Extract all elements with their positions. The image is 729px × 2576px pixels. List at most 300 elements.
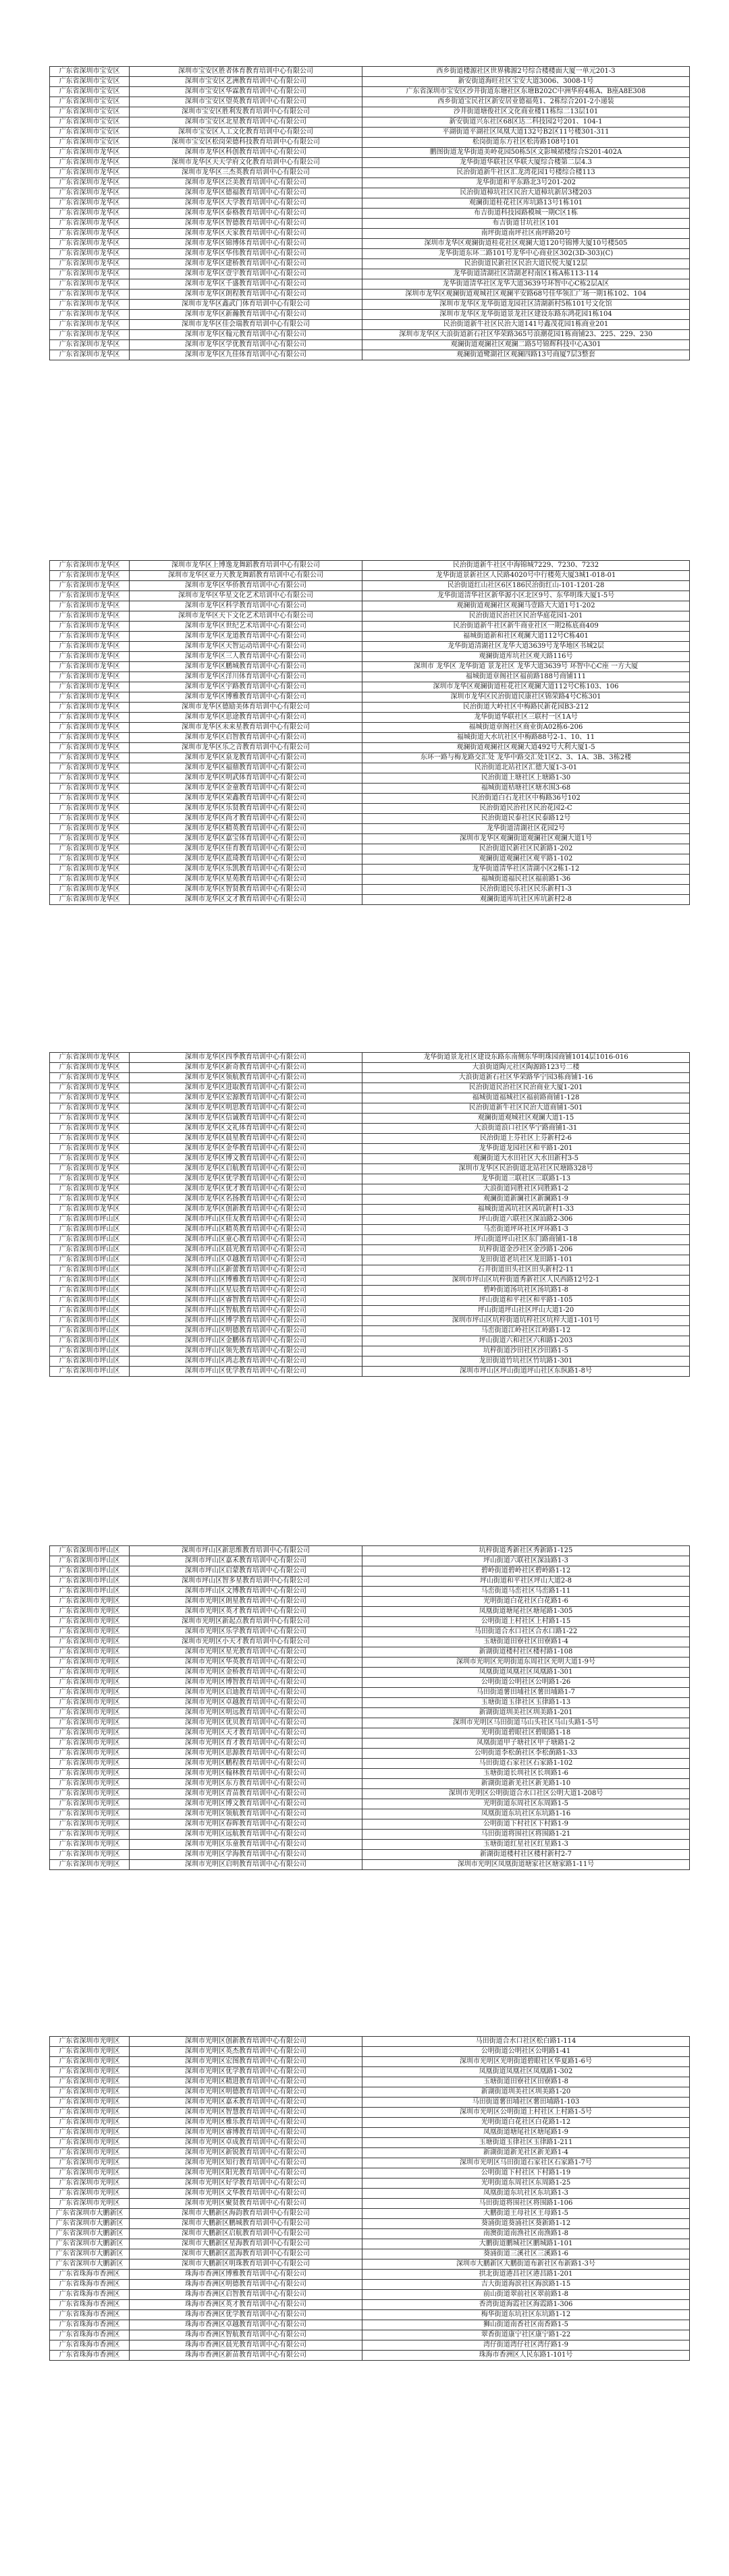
- organization-cell: 深圳市龙华区华伟教育培训中心有限公司: [130, 249, 362, 259]
- table-row: [50, 2138, 690, 2148]
- region-cell: 广东省深圳市光明区: [50, 1840, 130, 1850]
- table-row: [50, 279, 690, 290]
- organization-cell: 深圳市宝安区胜者体育教育培训中心有限公司: [130, 67, 362, 77]
- table-row: [50, 97, 690, 107]
- address-cell: 观澜街道鹭湖社区观澜四路13号商厦7层3整套: [362, 350, 690, 360]
- organization-cell: 深圳市光明区聚贤教育培训中心有限公司: [130, 2199, 362, 2209]
- organization-cell: 深圳市光明区星光教育培训中心有限公司: [130, 1647, 362, 1657]
- region-cell: 广东省深圳市龙华区: [50, 672, 130, 682]
- region-cell: 广东省深圳市宝安区: [50, 87, 130, 97]
- organization-cell: 深圳市光明区博智教育培训中心有限公司: [130, 1678, 362, 1688]
- address-cell: 坪山街道和平社区坪山大道2-8: [362, 1577, 690, 1587]
- region-cell: 广东省深圳市宝安区: [50, 117, 130, 128]
- organization-cell: 珠海市香洲区优学教育培训中心有限公司: [130, 2310, 362, 2320]
- table-row: [50, 2239, 690, 2249]
- table-row: [50, 290, 690, 300]
- organization-cell: 珠海市香洲区新苗教育培训中心有限公司: [130, 2351, 362, 2361]
- region-cell: 广东省深圳市龙华区: [50, 1144, 130, 1154]
- table-row: [50, 1819, 690, 1830]
- address-cell: 大鹏街道王母社区王母路1-5: [362, 2209, 690, 2219]
- table-row: [50, 2229, 690, 2239]
- region-cell: 广东省深圳市龙华区: [50, 259, 130, 269]
- address-cell: 民治街道民新社区民新路1-202: [362, 844, 690, 854]
- address-cell: 新湖街道楼村社区楼村新村2-7: [362, 1850, 690, 1860]
- table-row: [50, 622, 690, 632]
- table-row: [50, 713, 690, 723]
- address-cell: 坪山街道六联社区深汕路2-306: [362, 1215, 690, 1225]
- organization-cell: 深圳市龙华区建桥教育培训中心有限公司: [130, 259, 362, 269]
- region-cell: 广东省深圳市龙华区: [50, 581, 130, 591]
- organization-cell: 珠海市香洲区英才教育培训中心有限公司: [130, 2300, 362, 2310]
- table-row: [50, 107, 690, 117]
- region-cell: 广东省珠海市香洲区: [50, 2270, 130, 2280]
- address-cell: 光明街道白花社区白花路1-6: [362, 1597, 690, 1607]
- address-cell: 深圳市龙华区观澜街道桂花社区观澜大道120号锦博大厦10号楼505: [362, 239, 690, 249]
- address-cell: 观澜街道观澜社区观平路1-102: [362, 854, 690, 865]
- organization-cell: 深圳市龙华区翰元教育培训中心有限公司: [130, 330, 362, 340]
- address-cell: 龙华街道清华社区清湖小区2栋1-12: [362, 865, 690, 875]
- region-cell: 广东省深圳市龙华区: [50, 158, 130, 168]
- table-row: [50, 1083, 690, 1093]
- organization-cell: 深圳市光明区乐童教育培训中心有限公司: [130, 1840, 362, 1850]
- address-cell: 民治街道北站社区汇德大厦1-3-01: [362, 763, 690, 773]
- address-cell: 松岗街道东方社区松涛路108号101: [362, 138, 690, 148]
- address-cell: 狮山街道南香社区南香路1-5: [362, 2320, 690, 2330]
- region-cell: 广东省深圳市光明区: [50, 1799, 130, 1809]
- organization-cell: 深圳市大鹏新区海韵教育培训中心有限公司: [130, 2209, 362, 2219]
- address-cell: 玉塘街道红星社区红星路1-3: [362, 1840, 690, 1850]
- organization-cell: 深圳市坪山区佳友教育培训中心有限公司: [130, 1215, 362, 1225]
- address-cell: 龙华街道三联社区三联路1-13: [362, 1174, 690, 1184]
- region-cell: 广东省深圳市龙华区: [50, 642, 130, 652]
- organization-cell: 深圳市坪山区博雅教育培训中心有限公司: [130, 1276, 362, 1286]
- organization-cell: 深圳市龙华区天天学府文化教育培训中心有限公司: [130, 158, 362, 168]
- address-cell: 吉大街道海滨社区海滨路1-15: [362, 2280, 690, 2290]
- table-row: [50, 824, 690, 834]
- region-cell: 广东省深圳市龙华区: [50, 591, 130, 601]
- organization-cell: 深圳市龙华区荣鑫教育培训中心有限公司: [130, 794, 362, 804]
- region-cell: 广东省深圳市光明区: [50, 1850, 130, 1860]
- table-row: [50, 1326, 690, 1336]
- region-cell: 广东省深圳市光明区: [50, 1759, 130, 1769]
- table-row: [50, 834, 690, 844]
- organization-cell: 珠海市香洲区卓越教育培训中心有限公司: [130, 2320, 362, 2330]
- table-row: [50, 2108, 690, 2118]
- organization-cell: 深圳市光明区远航教育培训中心有限公司: [130, 1830, 362, 1840]
- region-cell: 广东省深圳市光明区: [50, 1597, 130, 1607]
- region-cell: 广东省深圳市龙华区: [50, 148, 130, 158]
- table-row: [50, 1225, 690, 1235]
- organization-cell: 深圳市光明区阳光教育培训中心有限公司: [130, 2168, 362, 2178]
- organization-cell: 深圳市龙华区信诚教育培训中心有限公司: [130, 1114, 362, 1124]
- region-cell: 广东省深圳市光明区: [50, 1668, 130, 1678]
- organization-cell: 深圳市龙华区福鼎教育培训中心有限公司: [130, 763, 362, 773]
- table-row: [50, 1698, 690, 1708]
- region-cell: 广东省珠海市香洲区: [50, 2310, 130, 2320]
- organization-cell: 深圳市光明区小天才教育培训中心有限公司: [130, 1637, 362, 1647]
- region-cell: 广东省深圳市光明区: [50, 2077, 130, 2087]
- address-cell: 玉塘街道田寮社区田寮路1-8: [362, 2077, 690, 2087]
- region-cell: 广东省深圳市龙华区: [50, 300, 130, 310]
- table-row: [50, 632, 690, 642]
- address-cell: 前山街道翠前社区翠前路1-8: [362, 2290, 690, 2300]
- organization-cell: 深圳市光明区乐学教育培训中心有限公司: [130, 1627, 362, 1637]
- organization-cell: 深圳市大鹏新区启航教育培训中心有限公司: [130, 2229, 362, 2239]
- table-row: [50, 1688, 690, 1698]
- address-cell: 新安街道兴东社区68区达二科技园2号201、104-1: [362, 117, 690, 128]
- address-cell: 龙华街道龙园社区和平路1-201: [362, 1144, 690, 1154]
- region-cell: 广东省深圳市龙华区: [50, 1114, 130, 1124]
- address-cell: 观澜街道观澜社区观澜大道492号大利大厦1-5: [362, 743, 690, 753]
- organization-cell: 深圳市龙华区天家教育培训中心有限公司: [130, 229, 362, 239]
- region-cell: 广东省深圳市龙华区: [50, 875, 130, 885]
- address-cell: 凤凰街道凤凰社区凤凰路1-302: [362, 2067, 690, 2077]
- address-cell: 凤凰街道甲子塘社区甲子塘路1-2: [362, 1738, 690, 1749]
- region-cell: 广东省深圳市光明区: [50, 1769, 130, 1779]
- organization-cell: 深圳市龙华区泉龙教育培训中心有限公司: [130, 753, 362, 763]
- table-row: [50, 1738, 690, 1749]
- address-cell: 深圳市龙华区观澜街道桂花社区观澜大道112号C栋103、106: [362, 682, 690, 692]
- address-cell: 新湖街道圳美社区圳美路1-20: [362, 2087, 690, 2098]
- region-cell: 广东省深圳市龙华区: [50, 804, 130, 814]
- table-row: [50, 854, 690, 865]
- address-cell: 新湖街道楼村社区楼村路1-108: [362, 1647, 690, 1657]
- table-row: [50, 1235, 690, 1245]
- address-cell: 深圳市龙华区民治街道民康社区锦荣路4号C栋301: [362, 692, 690, 703]
- organization-cell: 深圳市龙华区华星文化艺术培训中心有限公司: [130, 591, 362, 601]
- organization-cell: 深圳市宝安区望英教育培训中心有限公司: [130, 97, 362, 107]
- address-cell: 深圳市光明区马田街道马山头社区马山头路1-5号: [362, 1718, 690, 1728]
- organization-cell: 深圳市宝安区人工文化教育培训中心有限公司: [130, 128, 362, 138]
- region-cell: 广东省深圳市光明区: [50, 1617, 130, 1627]
- table-row: [50, 249, 690, 259]
- region-cell: 广东省深圳市龙华区: [50, 652, 130, 662]
- table-row: [50, 2098, 690, 2108]
- address-cell: 民治街道樟坑社区民治大道樟坑新居3楼203: [362, 188, 690, 198]
- address-cell: 观澜街道桂花社区库坑路13号1栋101: [362, 198, 690, 209]
- organization-cell: 深圳市龙华区四季教育培训中心有限公司: [130, 1053, 362, 1063]
- table-row: [50, 1728, 690, 1738]
- address-cell: 观澜街道观城社区观澜大道1-15: [362, 1114, 690, 1124]
- table-row: [50, 1840, 690, 1850]
- table-row: [50, 662, 690, 672]
- organization-cell: 深圳市龙华区明思教育培训中心有限公司: [130, 1103, 362, 1114]
- table-row: [50, 2158, 690, 2168]
- address-cell: 观澜街道新澜社区新澜路1-9: [362, 1195, 690, 1205]
- organization-cell: 深圳市龙华区文礼体育培训中心有限公司: [130, 1124, 362, 1134]
- organization-cell: 深圳市龙华区大学教育培训中心有限公司: [130, 198, 362, 209]
- address-cell: 坑梓街道金沙社区金沙路1-206: [362, 1245, 690, 1255]
- address-cell: 玉塘街道玉律社区玉律路1-211: [362, 2138, 690, 2148]
- region-cell: 广东省深圳市龙华区: [50, 1134, 130, 1144]
- region-cell: 广东省深圳市龙华区: [50, 723, 130, 733]
- address-cell: 龙华街道东环二路101号龙华中心商业区302(3D-303)(C): [362, 249, 690, 259]
- table-row: [50, 1134, 690, 1144]
- org-table-5: [49, 2036, 690, 2361]
- org-table-2: [49, 560, 690, 905]
- organization-cell: 深圳市龙华区文才教育培训中心有限公司: [130, 895, 362, 905]
- address-cell: 民治街道新牛社区新牛商业社区一期2栋底商409: [362, 622, 690, 632]
- table-row: [50, 773, 690, 784]
- region-cell: 广东省深圳市龙华区: [50, 198, 130, 209]
- table-row: [50, 1830, 690, 1840]
- organization-cell: 深圳市坪山区智多星教育培训中心有限公司: [130, 1577, 362, 1587]
- table-row: [50, 1708, 690, 1718]
- table-row: [50, 1255, 690, 1265]
- organization-cell: 深圳市坪山区星辰教育培训中心有限公司: [130, 1286, 362, 1296]
- table-row: [50, 2270, 690, 2280]
- organization-cell: 深圳市龙华区蓝琦教育培训中心有限公司: [130, 854, 362, 865]
- address-cell: 大浪街道陶元社区陶源路123号二楼: [362, 1063, 690, 1073]
- organization-cell: 深圳市光明区明德教育培训中心有限公司: [130, 2087, 362, 2098]
- address-cell: 福城街道福城社区福前路商铺1-128: [362, 1093, 690, 1103]
- address-cell: 南澳街道南渔社区南渔路1-8: [362, 2229, 690, 2239]
- address-cell: 凤凰街道凤凰社区凤凰路1-301: [362, 1668, 690, 1678]
- table-row: [50, 571, 690, 581]
- address-cell: 民治街道新牛社区民治大道商铺1-501: [362, 1103, 690, 1114]
- organization-cell: 深圳市龙华区佳育教育培训中心有限公司: [130, 844, 362, 854]
- organization-cell: 深圳市坪山区嘉禾教育培训中心有限公司: [130, 1556, 362, 1566]
- organization-cell: 深圳市光明区嘉禾教育培训中心有限公司: [130, 2098, 362, 2108]
- table-row: [50, 148, 690, 158]
- address-cell: 深圳市龙华区大浪街道新石社区华荣路365号浪潮花园1栋商铺23、225、229、230: [362, 330, 690, 340]
- region-cell: 广东省深圳市光明区: [50, 1627, 130, 1637]
- address-cell: 马田街道石家社区石家路1-102: [362, 1759, 690, 1769]
- address-cell: 公明街道公明社区公明路1-26: [362, 1678, 690, 1688]
- region-cell: 广东省深圳市光明区: [50, 1738, 130, 1749]
- organization-cell: 深圳市坪山区智航教育培训中心有限公司: [130, 1306, 362, 1316]
- table-row: [50, 330, 690, 340]
- table-row: [50, 1144, 690, 1154]
- table-row: [50, 1556, 690, 1566]
- organization-cell: 深圳市光明区朗星教育培训中心有限公司: [130, 1597, 362, 1607]
- organization-cell: 深圳市光明区知行教育培训中心有限公司: [130, 2158, 362, 2168]
- address-cell: 民治街道上塘社区上塘路1-30: [362, 773, 690, 784]
- region-cell: 广东省深圳市光明区: [50, 2118, 130, 2128]
- organization-cell: 深圳市光明区优学教育培训中心有限公司: [130, 2067, 362, 2077]
- organization-cell: 深圳市坪山区启蒙教育培训中心有限公司: [130, 1566, 362, 1577]
- region-cell: 广东省深圳市坪山区: [50, 1566, 130, 1577]
- organization-cell: 深圳市龙华区德福教育培训中心有限公司: [130, 188, 362, 198]
- organization-cell: 深圳市龙华区泛美教育培训中心有限公司: [130, 178, 362, 188]
- table-row: [50, 601, 690, 611]
- table-row: [50, 229, 690, 239]
- organization-cell: 深圳市龙华区乐凯教育培训中心有限公司: [130, 865, 362, 875]
- region-cell: 广东省深圳市龙华区: [50, 713, 130, 723]
- region-cell: 广东省深圳市光明区: [50, 2057, 130, 2067]
- table-row: [50, 117, 690, 128]
- table-row: [50, 1093, 690, 1103]
- table-row: [50, 2037, 690, 2047]
- address-cell: 公明街道公明社区公明路1-41: [362, 2047, 690, 2057]
- organization-cell: 深圳市光明区青苗教育培训中心有限公司: [130, 1789, 362, 1799]
- region-cell: 广东省深圳市龙华区: [50, 1073, 130, 1083]
- region-cell: 广东省深圳市宝安区: [50, 77, 130, 87]
- organization-cell: 深圳市龙华区华侨教育培训中心有限公司: [130, 581, 362, 591]
- address-cell: 翠香街道康宁社区康宁路1-22: [362, 2330, 690, 2340]
- organization-cell: 深圳市龙华区新奇教育培训中心有限公司: [130, 1063, 362, 1073]
- address-cell: 光明街道东周社区东周路1-25: [362, 2178, 690, 2189]
- organization-cell: 深圳市光明区鹏程教育培训中心有限公司: [130, 1759, 362, 1769]
- organization-cell: 深圳市龙华区九佳体育培训中心有限公司: [130, 350, 362, 360]
- table-row: [50, 2178, 690, 2189]
- address-cell: 福城街道章阁社区福前路188号商铺111: [362, 672, 690, 682]
- organization-cell: 深圳市光明区领航教育培训中心有限公司: [130, 1809, 362, 1819]
- organization-cell: 深圳市光明区优贝教育培训中心有限公司: [130, 1718, 362, 1728]
- table-row: [50, 1195, 690, 1205]
- region-cell: 广东省深圳市龙华区: [50, 662, 130, 672]
- organization-cell: 深圳市龙华区世纪艺术培训中心有限公司: [130, 622, 362, 632]
- address-cell: 福城街道茜坑社区茜坑新村1-33: [362, 1205, 690, 1215]
- table-row: [50, 1860, 690, 1870]
- address-cell: 龙华街道清华社区新华源小区北区9号、东华明珠大厦1-5号: [362, 591, 690, 601]
- region-cell: 广东省深圳市光明区: [50, 2178, 130, 2189]
- address-cell: 沙井街道塘俊社区文化商业楼11栋综二13层101: [362, 107, 690, 117]
- address-cell: 碧岭街道汤坑社区汤坑路1-8: [362, 1286, 690, 1296]
- table-row: [50, 67, 690, 77]
- table-row: [50, 885, 690, 895]
- region-cell: 广东省深圳市光明区: [50, 1749, 130, 1759]
- region-cell: 广东省深圳市光明区: [50, 2037, 130, 2047]
- region-cell: 广东省深圳市龙华区: [50, 1164, 130, 1174]
- address-cell: 玉塘街道玉律社区玉律路1-13: [362, 1698, 690, 1708]
- organization-cell: 深圳市光明区育才教育培训中心有限公司: [130, 1738, 362, 1749]
- region-cell: 广东省深圳市大鹏新区: [50, 2249, 130, 2259]
- table-row: [50, 2118, 690, 2128]
- address-cell: 布吉街道甘坑社区101: [362, 219, 690, 229]
- organization-cell: 深圳市大鹏新区鹏城教育培训中心有限公司: [130, 2219, 362, 2229]
- region-cell: 广东省深圳市光明区: [50, 2158, 130, 2168]
- organization-cell: 深圳市大鹏新区蓝海教育培训中心有限公司: [130, 2249, 362, 2259]
- region-cell: 广东省深圳市龙华区: [50, 561, 130, 571]
- organization-cell: 深圳市大鹏新区明珠教育培训中心有限公司: [130, 2259, 362, 2270]
- region-cell: 广东省深圳市龙华区: [50, 340, 130, 350]
- organization-cell: 深圳市龙华区三杰英教育培训中心有限公司: [130, 168, 362, 178]
- table-row: [50, 1184, 690, 1195]
- address-cell: 马田街道将围社区将围路1-21: [362, 1830, 690, 1840]
- region-cell: 广东省深圳市光明区: [50, 1637, 130, 1647]
- region-cell: 广东省深圳市坪山区: [50, 1296, 130, 1306]
- region-cell: 广东省深圳市龙华区: [50, 622, 130, 632]
- region-cell: 广东省珠海市香洲区: [50, 2320, 130, 2330]
- organization-cell: 深圳市龙华区博文教育培训中心有限公司: [130, 1154, 362, 1164]
- table-row: [50, 1850, 690, 1860]
- region-cell: 广东省深圳市龙华区: [50, 824, 130, 834]
- address-cell: 龙华街道清湖社区花园2号: [362, 824, 690, 834]
- region-cell: 广东省深圳市光明区: [50, 1657, 130, 1668]
- table-row: [50, 642, 690, 652]
- region-cell: 广东省深圳市大鹏新区: [50, 2229, 130, 2239]
- region-cell: 广东省深圳市龙华区: [50, 1205, 130, 1215]
- address-cell: 坪山街道坪山社区坪山大道1-20: [362, 1306, 690, 1316]
- address-cell: 龙华街道华联社区三联村一区1A号: [362, 713, 690, 723]
- address-cell: 珠海市香洲区人民东路1-101号: [362, 2351, 690, 2361]
- organization-cell: 深圳市光明区博文教育培训中心有限公司: [130, 1799, 362, 1809]
- table-row: [50, 2168, 690, 2178]
- table-row: [50, 1103, 690, 1114]
- region-cell: 广东省深圳市龙华区: [50, 814, 130, 824]
- organization-cell: 深圳市光明区英才教育培训中心有限公司: [130, 1607, 362, 1617]
- region-cell: 广东省珠海市香洲区: [50, 2351, 130, 2361]
- organization-cell: 深圳市龙华区创新教育培训中心有限公司: [130, 1205, 362, 1215]
- organization-cell: 深圳市光明区新起点教育培训中心有限公司: [130, 1617, 362, 1627]
- organization-cell: 深圳市龙华区千盛教育培训中心有限公司: [130, 279, 362, 290]
- region-cell: 广东省深圳市光明区: [50, 1708, 130, 1718]
- address-cell: 葵涌街道葵涌社区葵新路1-12: [362, 2219, 690, 2229]
- organization-cell: 深圳市龙华区精英教育培训中心有限公司: [130, 824, 362, 834]
- organization-cell: 深圳市光明区宏图教育培训中心有限公司: [130, 2057, 362, 2067]
- region-cell: 广东省深圳市龙华区: [50, 895, 130, 905]
- organization-cell: 深圳市龙华区金华教育培训中心有限公司: [130, 1144, 362, 1154]
- table-row: [50, 784, 690, 794]
- region-cell: 广东省深圳市龙华区: [50, 269, 130, 279]
- table-row: [50, 1577, 690, 1587]
- region-cell: 广东省深圳市龙华区: [50, 178, 130, 188]
- table-row: [50, 1668, 690, 1678]
- region-cell: 广东省深圳市光明区: [50, 2189, 130, 2199]
- address-cell: 玉塘街道长圳社区长圳路1-6: [362, 1769, 690, 1779]
- region-cell: 广东省深圳市大鹏新区: [50, 2209, 130, 2219]
- address-cell: 新湖街道新羌社区新羌路1-10: [362, 1779, 690, 1789]
- organization-cell: 深圳市龙华区壹宇教育培训中心有限公司: [130, 269, 362, 279]
- address-cell: 梅华街道东坑社区东坑路1-12: [362, 2310, 690, 2320]
- region-cell: 广东省深圳市坪山区: [50, 1546, 130, 1556]
- table-row: [50, 259, 690, 269]
- address-cell: 玉塘街道田寮社区田寮路1-4: [362, 1637, 690, 1647]
- table-row: [50, 2300, 690, 2310]
- region-cell: 广东省深圳市光明区: [50, 2128, 130, 2138]
- table-row: [50, 1597, 690, 1607]
- address-cell: 深圳市光明区凤凰街道塘家社区塘家路1-11号: [362, 1860, 690, 1870]
- address-cell: 福城街道章阁社区商业街A02栋6-206: [362, 723, 690, 733]
- organization-cell: 深圳市光明区春晖教育培训中心有限公司: [130, 1819, 362, 1830]
- address-cell: 深圳市光明区公明街道上村社区上村路1-5号: [362, 2108, 690, 2118]
- address-cell: 观澜街道大水田社区大水田新村3-5: [362, 1154, 690, 1164]
- table-row: [50, 2209, 690, 2219]
- organization-cell: 深圳市龙华区佳会瑞教育培训中心有限公司: [130, 320, 362, 330]
- region-cell: 广东省深圳市龙华区: [50, 229, 130, 239]
- table-row: [50, 239, 690, 249]
- address-cell: 葵涌街道三溪社区三溪路1-6: [362, 2249, 690, 2259]
- region-cell: 广东省深圳市光明区: [50, 2168, 130, 2178]
- region-cell: 广东省深圳市坪山区: [50, 1346, 130, 1356]
- region-cell: 广东省深圳市龙华区: [50, 1184, 130, 1195]
- address-cell: 凤凰街道东坑社区东坑路1-3: [362, 2189, 690, 2199]
- address-cell: 龙华街道景龙社区建设东路东南侧东华明珠园商铺1014层1016-016: [362, 1053, 690, 1063]
- organization-cell: 珠海市香洲区明德教育培训中心有限公司: [130, 2280, 362, 2290]
- region-cell: 广东省深圳市光明区: [50, 1607, 130, 1617]
- table-row: [50, 1336, 690, 1346]
- address-cell: 龙华街道景新社区人民路4020号中行楼苑大厦3城1-018-01: [362, 571, 690, 581]
- table-row: [50, 2047, 690, 2057]
- region-cell: 广东省深圳市龙华区: [50, 763, 130, 773]
- table-row: [50, 219, 690, 229]
- organization-cell: 深圳市龙华区乐贤教育培训中心有限公司: [130, 804, 362, 814]
- table-row: [50, 875, 690, 885]
- region-cell: 广东省深圳市光明区: [50, 2199, 130, 2209]
- table-row: [50, 1799, 690, 1809]
- address-cell: 深圳市龙华区民治街道北站社区民塘路328号: [362, 1164, 690, 1174]
- region-cell: 广东省深圳市龙华区: [50, 1093, 130, 1103]
- organization-cell: 深圳市龙华区领航教育培训中心有限公司: [130, 1073, 362, 1083]
- region-cell: 广东省深圳市坪山区: [50, 1255, 130, 1265]
- organization-cell: 深圳市光明区睿博教育培训中心有限公司: [130, 2128, 362, 2138]
- region-cell: 广东省深圳市龙华区: [50, 703, 130, 713]
- region-cell: 广东省深圳市龙华区: [50, 611, 130, 622]
- table-row: [50, 1759, 690, 1769]
- address-cell: 西乡街道宝民社区新安居业德福苑1、2栋综合201-2小递装: [362, 97, 690, 107]
- address-cell: 马田街道合水口社区合水口路1-22: [362, 1627, 690, 1637]
